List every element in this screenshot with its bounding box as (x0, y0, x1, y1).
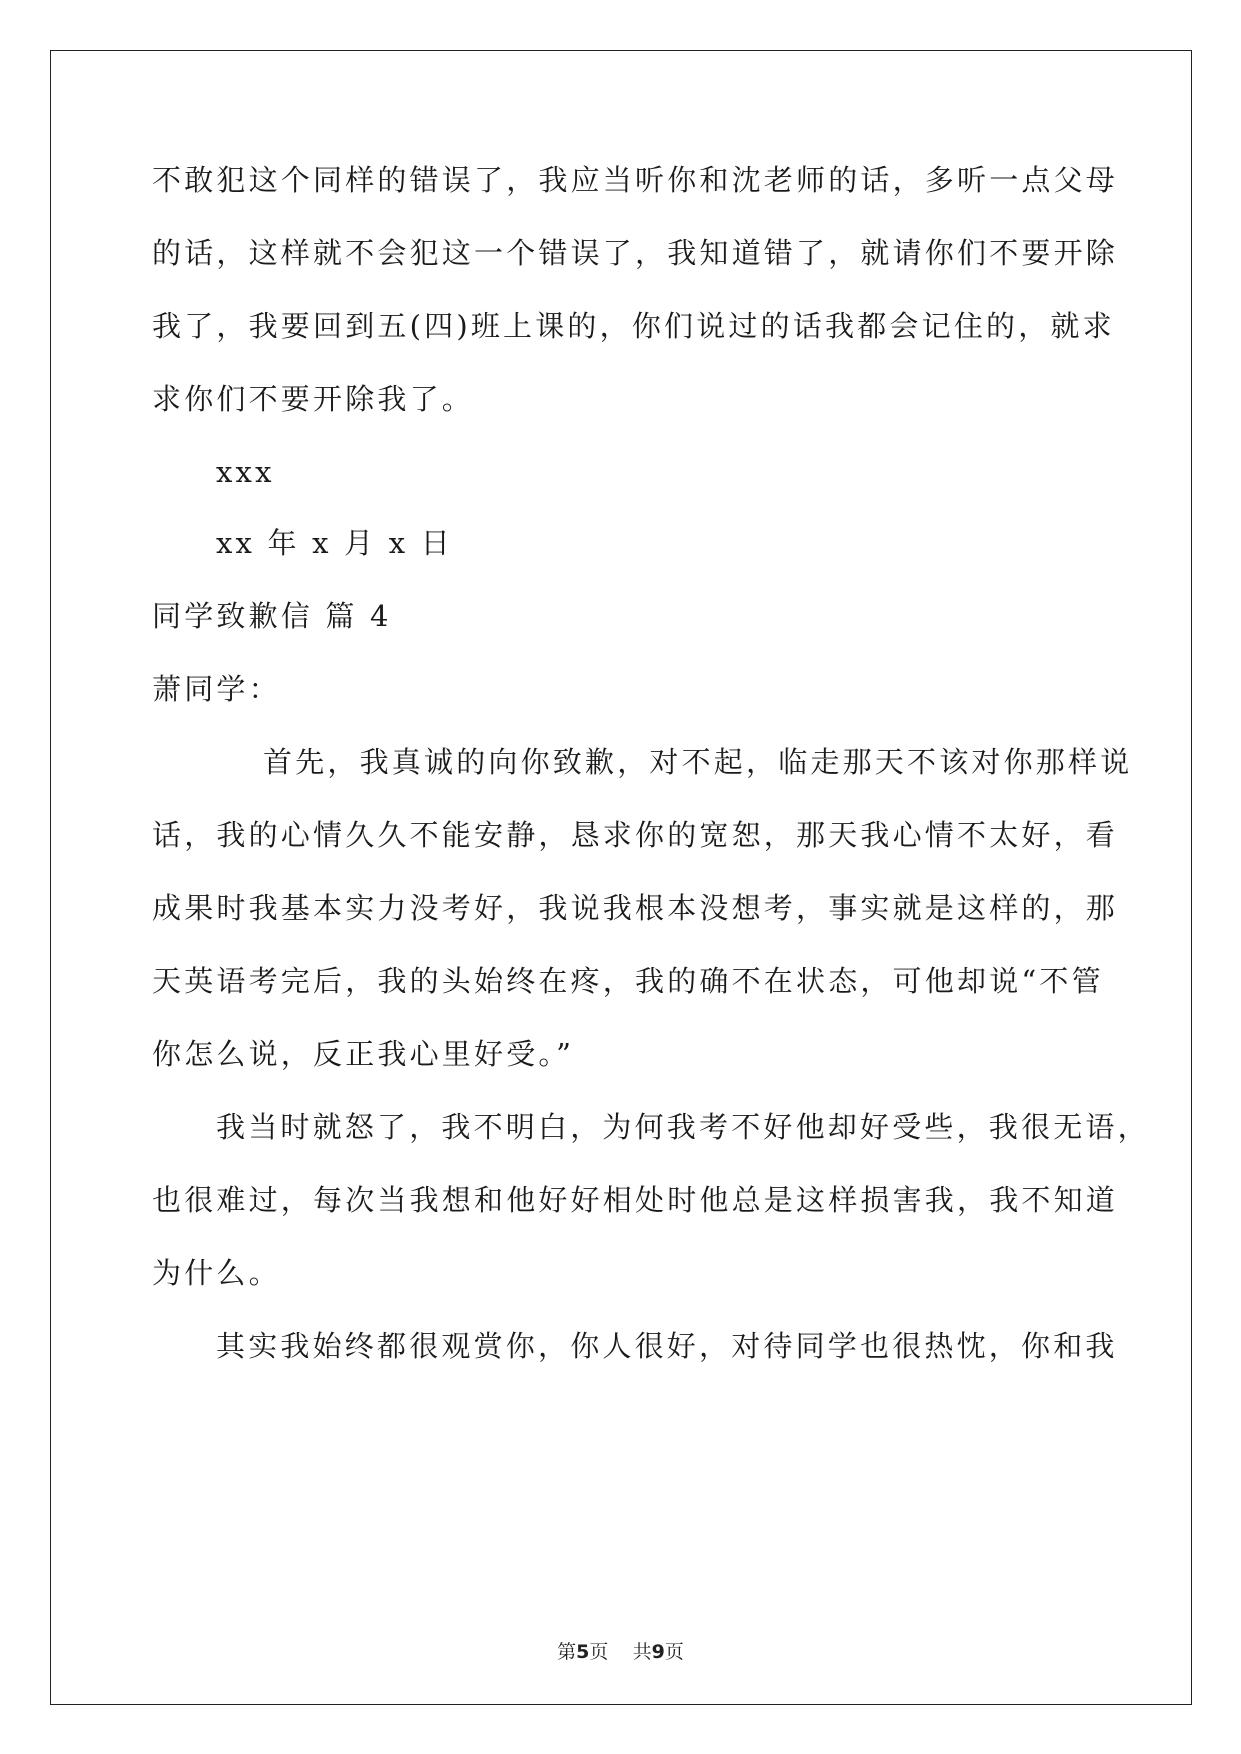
body-line: 为什么。 (152, 1256, 281, 1290)
body-line: 首先，我真诚的向你致歉，对不起，临走那天不该对你那样说 (263, 745, 1133, 779)
body-line: 的话，这样就不会犯这一个错误了，我知道错了，就请你们不要开除 (152, 236, 1119, 270)
body-line: 天英语考完后，我的头始终在疼，我的确不在状态，可他却说“不管 (152, 964, 1104, 998)
body-line: 成果时我基本实力没考好，我说我根本没想考，事实就是这样的，那 (152, 891, 1119, 925)
salutation: 萧同学： (152, 672, 281, 706)
body-line: 求你们不要开除我了。 (152, 382, 475, 416)
footer-suffix: 页 (664, 1641, 684, 1663)
body-line: 也很难过，每次当我想和他好好相处时他总是这样损害我，我不知道 (152, 1183, 1119, 1217)
signature: xxx (216, 455, 275, 489)
date-line: xx 年 x 月 x 日 (216, 526, 453, 560)
page-footer (0, 1637, 1241, 1664)
body-line: 其实我始终都很观赏你，你人很好，对待同学也很热忱，你和我 (216, 1329, 1118, 1363)
body-line: 你怎么说，反正我心里好受。” (152, 1037, 575, 1071)
total-page-number: 9 (651, 1641, 665, 1663)
body-line: 不敢犯这个同样的错误了，我应当听你和沈老师的话，多听一点父母 (152, 163, 1119, 197)
current-page-number: 5 (576, 1641, 590, 1663)
page-border (50, 50, 1192, 1705)
body-line: 我了，我要回到五(四)班上课的，你们说过的话我都会记住的，就求 (152, 309, 1115, 343)
footer-prefix: 第 (557, 1641, 577, 1663)
body-line: 话，我的心情久久不能安静，恳求你的宽恕，那天我心情不太好，看 (152, 818, 1119, 852)
section-heading: 同学致歉信 篇 4 (152, 599, 392, 633)
body-line: 我当时就怒了，我不明白，为何我考不好他却好受些，我很无语， (216, 1110, 1150, 1144)
footer-mid: 页 共 (589, 1641, 652, 1663)
